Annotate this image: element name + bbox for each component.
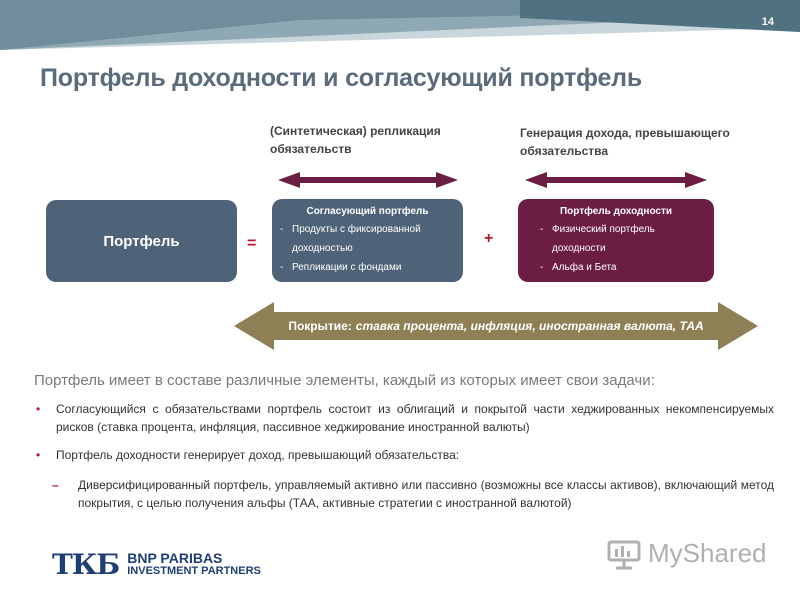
income-arrow xyxy=(525,172,707,188)
header-band xyxy=(0,0,800,50)
income-label: Генерация дохода, превышающего обязательства xyxy=(520,126,730,158)
matching-portfolio-box xyxy=(272,199,463,282)
coverage-items: ставка процента, инфляция, иностранная валюта, ТАА xyxy=(355,319,704,333)
yield-portfolio-box xyxy=(518,199,714,282)
slide-number: 14 xyxy=(761,16,774,28)
portfolio-box xyxy=(46,200,237,282)
replication-arrow xyxy=(278,172,458,188)
bullet-item: • Портфель доходности генерирует доход, превышающий обязательства: xyxy=(34,446,774,464)
logo-line-1: BNP PARIBAS xyxy=(127,549,223,566)
section-subtitle: Портфель имеет в составе различные элементы, каждый из которых имеет свои задачи: xyxy=(34,372,655,389)
equals-sign: = xyxy=(247,235,257,252)
list-item: - Альфа и Бета xyxy=(526,258,706,277)
list-item: - Продукты с фиксированной доходностью xyxy=(280,220,455,258)
page-title: Портфель доходности и согласующий портфель xyxy=(40,64,643,92)
logo-mark: ТКБ xyxy=(52,548,120,581)
yield-portfolio-title: Портфель доходности xyxy=(559,206,673,217)
watermark xyxy=(606,536,767,570)
logo-line-2: INVESTMENT PARTNERS xyxy=(127,564,261,577)
plus-sign: + xyxy=(484,230,494,247)
sub-bullet-item: – Диверсифицированный портфель, управляемый активно или пассивно (возможны все классы активов), включающий метод покрытия, с целью получения альфы (ТАА, активные стратегии с иностранной валютой) xyxy=(34,476,774,512)
watermark-text: MyShared xyxy=(648,537,767,568)
matching-portfolio-title: Согласующий портфель xyxy=(306,206,429,217)
company-logo xyxy=(52,548,261,581)
portfolio-label: Портфель xyxy=(103,232,180,250)
replication-label: (Синтетическая) репликация обязательств xyxy=(270,124,441,156)
coverage-label: Покрытие: xyxy=(288,319,352,333)
list-item: - Физический портфель доходности xyxy=(526,220,706,258)
presentation-icon xyxy=(606,536,642,570)
coverage-text xyxy=(234,302,758,350)
bullet-item: • Согласующийся с обязательствами портфель состоит из облигаций и покрытой части хеджированных некомпенсируемых рисков (ставка процента, инфляция, пассивное хеджирование иностранной валюты) xyxy=(34,400,774,436)
bullet-list xyxy=(34,400,774,522)
list-item: - Репликации с фондами xyxy=(280,258,455,277)
